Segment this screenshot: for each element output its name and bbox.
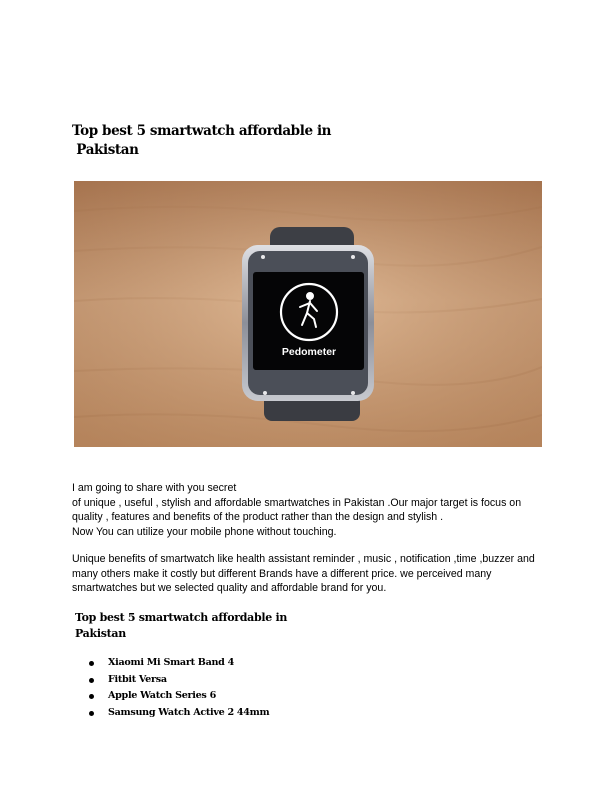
smartwatch-photo <box>74 181 542 447</box>
list-item: Apple Watch Series 6 <box>88 688 269 705</box>
bullet-icon <box>89 661 94 666</box>
section-heading: Top best 5 smartwatch affordable in Pakistan <box>75 611 288 640</box>
smartwatch-list <box>88 655 269 721</box>
bullet-icon <box>89 711 94 716</box>
list-item: Samsung Watch Active 2 44mm <box>88 705 269 722</box>
intro-paragraph: I am going to share with you secret of unique , useful , stylish and affordable smartwatches in Pakistan .Our major target is focus on quality , features and benefits of the product rather than the design and stylish . Now You can utilize your mobile phone without touching. <box>72 482 522 538</box>
bullet-icon <box>89 694 94 699</box>
bullet-icon <box>89 678 94 683</box>
list-item: Fitbit Versa <box>88 672 269 689</box>
page-title: Top best 5 smartwatch affordable in Pakistan <box>72 123 332 158</box>
pedometer-label: Pedometer <box>281 346 337 358</box>
list-item: Xiaomi Mi Smart Band 4 <box>88 655 269 672</box>
benefits-paragraph: Unique benefits of smartwatch like health assistant reminder , music , notification ,time ,buzzer and many others make it costly but different Brands have a different price. we perceived many smartwatches but we selected quality and affordable brand for you. <box>72 553 535 595</box>
